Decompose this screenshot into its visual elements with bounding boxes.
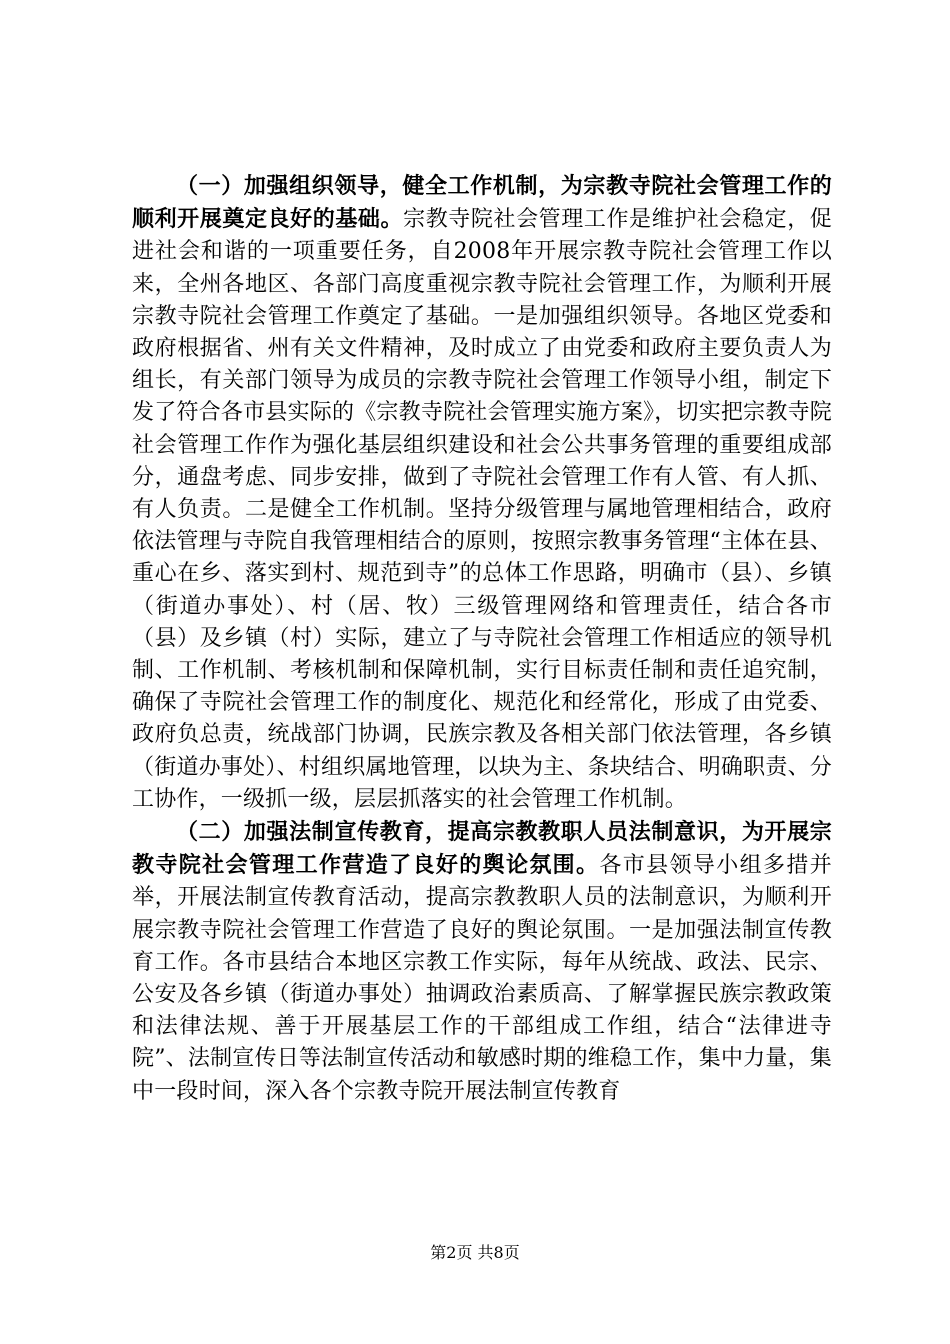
paragraph-section-2 — [132, 816, 832, 1108]
document-body — [132, 170, 832, 1108]
section-heading-2: （二）加强法制宣传教育，提高宗教教职人员法制意识，为开展宗教寺院社会管理工作营造了良好的舆论氛围。 — [132, 819, 832, 879]
section-body-1: 宗教寺院社会管理工作是维护社会稳定，促进社会和谐的一项重要任务，自2008年开展宗教寺院社会管理工作以来，全州各地区、各部门高度重视宗教寺院社会管理工作，为顺利开展宗教寺院社会管理工作奠定了基础。一是加强组织领导。各地区党委和政府根据省、州有关文件精神，及时成立了由党委和政府主要负责人为组长，有关部门领导为成员的宗教寺院社会管理工作领导小组，制定下发了符合各市县实际的《宗教寺院社会管理实施方案》，切实把宗教寺院社会管理工作作为强化基层组织建设和社会公共事务管理的重要组成部分，通盘考虑、同步安排，做到了寺院社会管理工作有人管、有人抓、有人负责。二是健全工作机制。坚持分级管理与属地管理相结合，政府依法管理与寺院自我管理相结合的原则，按照宗教事务管理“主体在县、重心在乡、落实到村、规范到寺”的总体工作思路，明确市（县）、乡镇（街道办事处）、村（居、牧）三级管理网络和管理责任，结合各市（县）及乡镇（村）实际，建立了与寺院社会管理工作相适应的领导机制、工作机制、考核机制和保障机制，实行目标责任制和责任追究制，确保了寺院社会管理工作的制度化、规范化和经常化，形成了由党委、政府负总责，统战部门协调，民族宗教及各相关部门依法管理，各乡镇（街道办事处）、村组织属地管理，以块为主、条块结合、明确职责、分工协作，一级抓一级，层层抓落实的社会管理工作机制。 — [132, 207, 832, 812]
paragraph-section-1 — [132, 170, 832, 816]
section-body-2: 各市县领导小组多措并举，开展法制宣传教育活动，提高宗教教职人员的法制意识，为顺利开展宗教寺院社会管理工作营造了良好的舆论氛围。一是加强法制宣传教育工作。各市县结合本地区宗教工作实际，每年从统战、政法、民宗、公安及各乡镇（街道办事处）抽调政治素质高、了解掌握民族宗教政策和法律法规、善于开展基层工作的干部组成工作组，结合“法律进寺院”、法制宣传日等法制宣传活动和敏感时期的维稳工作，集中力量，集中一段时间，深入各个宗教寺院开展法制宣传教育 — [132, 853, 832, 1104]
page-footer: 第2页 共8页 — [430, 1243, 520, 1262]
section-heading-1: （一）加强组织领导，健全工作机制，为宗教寺院社会管理工作的顺利开展奠定良好的基础。 — [132, 173, 832, 233]
